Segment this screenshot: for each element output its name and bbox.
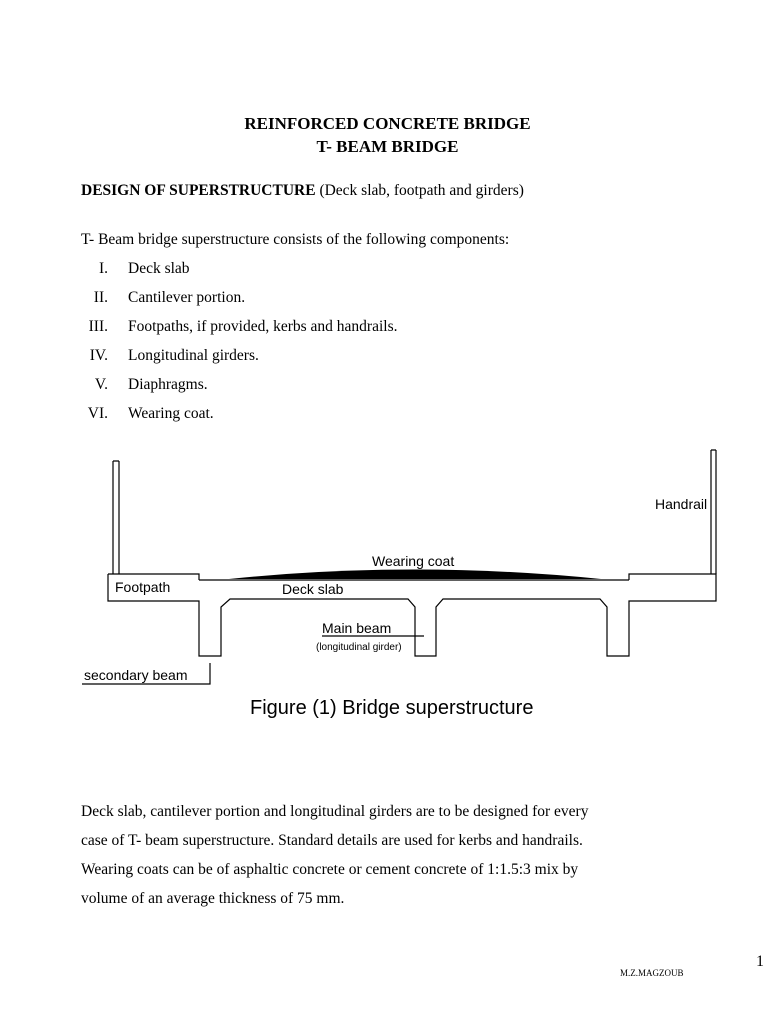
- list-item-text: Longitudinal girders.: [128, 347, 259, 364]
- document-title: REINFORCED CONCRETE BRIDGE: [244, 114, 531, 133]
- list-item-text: Diaphragms.: [128, 376, 208, 393]
- document-subtitle: T- BEAM BRIDGE: [316, 137, 459, 156]
- paragraph-line: case of T- beam superstructure. Standard details are used for kerbs and handrails.: [81, 832, 583, 849]
- label-main-beam: Main beam: [322, 620, 392, 636]
- list-item-number: VI.: [87, 405, 108, 422]
- label-wearing-coat: Wearing coat: [372, 553, 455, 569]
- list-item-number: IV.: [89, 347, 108, 364]
- list-item-text: Cantilever portion.: [128, 289, 246, 306]
- label-footpath: Footpath: [115, 579, 171, 595]
- list-item-text: Wearing coat.: [128, 405, 214, 422]
- paragraph-line: Wearing coats can be of asphaltic concrete or cement concrete of 1:1.5:3 mix by: [81, 861, 579, 878]
- wearing-coat-layer: [229, 570, 601, 580]
- page-number: 1: [756, 953, 764, 970]
- label-handrail: Handrail: [655, 496, 708, 512]
- list-item-number: III.: [88, 318, 108, 335]
- figure-caption: Figure (1) Bridge superstructure: [250, 697, 534, 719]
- section-heading: [81, 182, 524, 200]
- list-item-text: Deck slab: [128, 260, 190, 277]
- section-heading-note: (Deck slab, footpath and girders): [315, 182, 524, 199]
- list-item-number: I.: [98, 260, 108, 277]
- components-list: [0, 260, 768, 430]
- section-heading-bold: DESIGN OF SUPERSTRUCTURE: [81, 182, 316, 199]
- label-deck-slab: Deck slab: [282, 581, 344, 597]
- right-handrail: [711, 450, 716, 574]
- list-item-number: V.: [94, 376, 108, 393]
- footer-author: M.Z.MAGZOUB: [620, 968, 684, 978]
- paragraph-line: volume of an average thickness of 75 mm.: [81, 890, 345, 907]
- list-item-number: II.: [93, 289, 108, 306]
- intro-text: T- Beam bridge superstructure consists of the following components:: [81, 231, 510, 248]
- list-item-text: Footpaths, if provided, kerbs and handrails.: [128, 318, 398, 335]
- slab-and-girders: [108, 574, 716, 656]
- bridge-cross-section-diagram: [0, 440, 768, 730]
- paragraph-line: Deck slab, cantilever portion and longitudinal girders are to be designed for every: [81, 803, 589, 820]
- label-secondary-beam: secondary beam: [84, 667, 188, 683]
- label-longitudinal-girder: (longitudinal girder): [316, 642, 402, 653]
- left-handrail: [113, 461, 119, 574]
